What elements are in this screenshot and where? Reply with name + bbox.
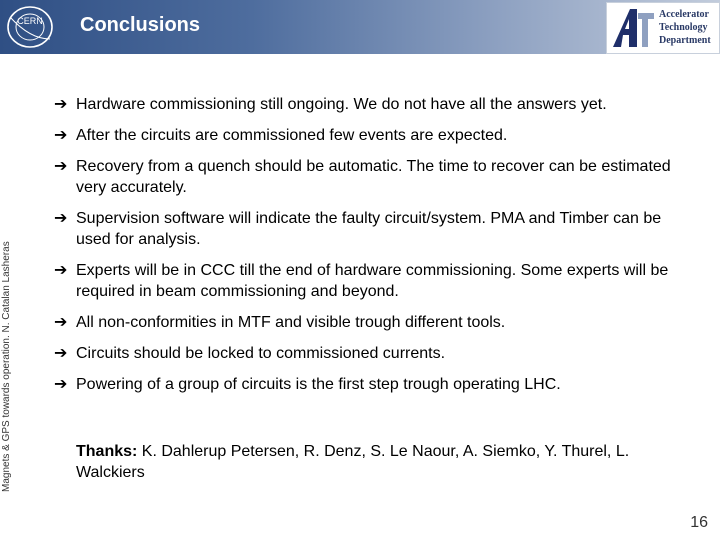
cern-logo-icon [4,3,56,51]
bullet-text: Experts will be in CCC till the end of hardware commissioning. Some experts will be required in beam commissioning and beyond. [76,262,669,300]
list-item [54,260,694,302]
atd-logo-line: Department [659,35,711,46]
bullet-text: Powering of a group of circuits is the first step trough operating LHC. [76,376,561,393]
right-arrow-icon: ➔ [54,376,68,393]
atd-logo-line: Accelerator [659,9,709,20]
list-item [54,94,694,115]
atd-logo [606,2,720,54]
right-arrow-icon: ➔ [54,314,68,331]
slide-header [0,0,720,54]
bullet-text: Hardware commissioning still ongoing. We do not have all the answers yet. [76,96,607,113]
list-item [54,156,694,198]
list-item [54,208,694,250]
list-item [54,374,694,395]
slide-title: Conclusions [80,14,201,36]
bullet-text: Circuits should be locked to commissioned currents. [76,345,446,362]
right-arrow-icon: ➔ [54,345,68,362]
thanks-label: Thanks: [76,443,138,460]
bullet-text: Supervision software will indicate the faulty circuit/system. PMA and Timber can be used for analysis. [76,210,662,248]
atd-logo-line: Technology [659,22,708,33]
right-arrow-icon: ➔ [54,210,68,227]
list-item [54,343,694,364]
page-number: 16 [690,514,708,531]
right-arrow-icon: ➔ [54,127,68,144]
list-item [54,125,694,146]
right-arrow-icon: ➔ [54,96,68,113]
atd-logo-icon [610,5,658,51]
conclusions-list [54,94,694,405]
atd-logo-text [659,8,719,47]
bullet-text: After the circuits are commissioned few events are expected. [76,127,508,144]
bullet-text: All non-conformities in MTF and visible trough different tools. [76,314,506,331]
side-footer-note: Magnets & GPS towards operation. N. Catalan Lasheras [1,241,12,492]
list-item [54,312,694,333]
right-arrow-icon: ➔ [54,158,68,175]
acknowledgements [76,441,696,483]
right-arrow-icon: ➔ [54,262,68,279]
bullet-text: Recovery from a quench should be automatic. The time to recover can be estimated very accurately. [76,158,671,196]
thanks-text: K. Dahlerup Petersen, R. Denz, S. Le Naour, A. Siemko, Y. Thurel, L. Walckiers [76,443,630,481]
cern-logo-text: CERN [17,16,43,26]
cern-logo [2,2,58,52]
